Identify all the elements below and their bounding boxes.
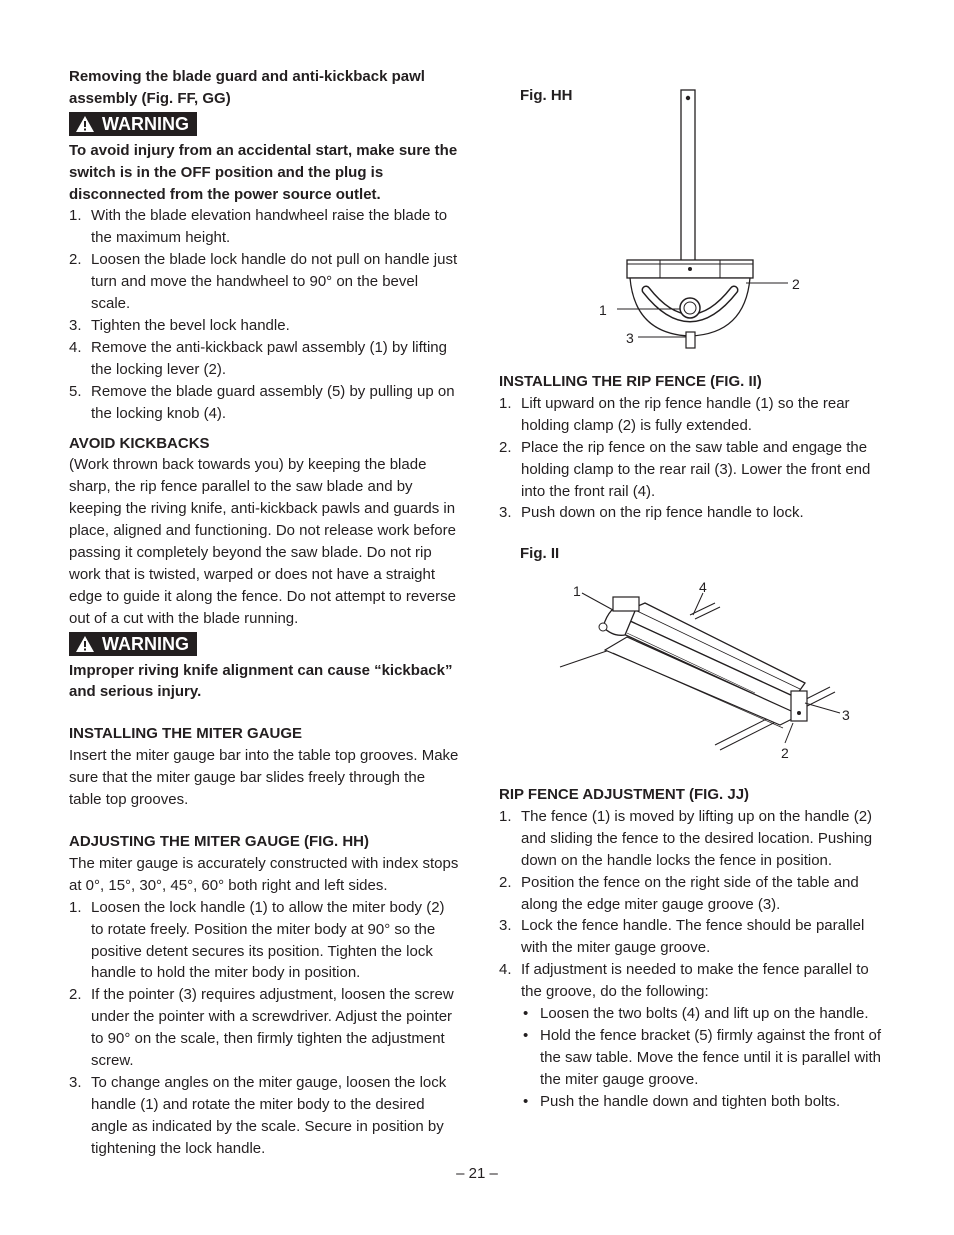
warning-label: WARNING [102,113,189,134]
fig-ii-label: Fig. II [520,545,560,562]
left-column [69,66,461,1160]
list-item: 1. Lift upward on the rip fence handle (1) so the rear holding clamp (2) is fully extended. [499,394,850,434]
list-item: • Loosen the two bolts (4) and lift up on the handle. [523,1005,869,1023]
callout-2: 2 [792,276,800,292]
callout-3: 3 [842,707,850,723]
list-item: 2. If the pointer (3) requires adjustment, loosen the screw under the pointer with a screwdriver. Adjust the pointer to 90° on the scale, then firmly tighten the adjustment screw. [69,986,454,1070]
list-item: 1. With the blade elevation handwheel raise the blade to the maximum height. [69,207,448,247]
miter-gauge-figure [580,84,820,354]
callout-2: 2 [781,745,789,761]
rip-install-heading: INSTALLING THE RIP FENCE (FIG. II) [499,373,762,390]
rip-adjust-bullets [521,1003,891,1113]
warning-triangle-icon [75,115,95,133]
right-column-rip-adjust [499,784,891,1113]
miter-adjust-text: The miter gauge is accurately constructed with index stops at 0°, 15°, 30°, 45°, 60° both right and left sides. [69,854,459,894]
list-item: 3. Push down on the rip fence handle to lock. [499,504,804,522]
kickback-text: (Work thrown back towards you) by keeping the blade sharp, the rip fence parallel to the saw blade and by keeping the riving knife, anti-kickback pawls and guards in place, aligned and functioning. Do not release work before passing it completely beyond the saw blade. Do not rip work that is twisted, warped or does not have a straight edge to guide it along the fence. Do not attempt to reverse out of a cut with the blade running. [69,456,456,627]
list-item: 3. Tighten the bevel lock handle. [69,316,290,334]
miter-adjust-steps [69,897,461,1160]
list-item: 1. Loosen the lock handle (1) to allow the miter body (2) to rotate freely. Position the miter body at 90° so the positive detent secures its position. Tighten the lock handle to hold the miter body in position. [69,898,445,982]
rip-install-steps [499,393,891,524]
list-item: 5. Remove the blade guard assembly (5) by pulling up on the locking knob (4). [69,382,455,422]
list-item: 4. Remove the anti-kickback pawl assembly (1) by lifting the locking lever (2). [69,338,447,378]
callout-1: 1 [573,583,581,599]
list-item: 2. Position the fence on the right side of the table and along the edge miter gauge groove (3). [499,873,859,913]
rip-adjust-steps [499,806,891,1113]
list-item: • Push the handle down and tighten both bolts. [523,1092,841,1110]
warning-text-1: To avoid injury from an accidental start, make sure the switch is in the OFF position and the plug is disconnected from the power source outlet. [69,141,458,203]
list-item: 2. Loosen the blade lock handle do not pull on handle just turn and move the handwheel to 90° on the bevel scale. [69,251,458,313]
warning-triangle-icon [75,635,95,653]
warning-badge-1 [69,112,197,136]
miter-adjust-heading: ADJUSTING THE MITER GAUGE (FIG. HH) [69,833,369,850]
kickback-heading: AVOID KICKBACKS [69,434,210,452]
callout-1: 1 [599,302,607,318]
list-item: 3. Lock the fence handle. The fence should be parallel with the miter gauge groove. [499,917,865,957]
list-item: 1. The fence (1) is moved by lifting up on the handle (2) and sliding the fence to the desired location. Pushing down on the handle locks the fence in position. [499,807,873,869]
remove-guard-heading: Removing the blade guard and anti-kickback pawl assembly (Fig. FF, GG) [69,68,425,107]
fig-hh-label: Fig. HH [520,87,573,104]
list-item: 2. Place the rip fence on the saw table and engage the holding clamp to the rear rail (3). Lower the front end into the front rail (4). [499,438,871,500]
rip-fence-figure [555,575,865,765]
remove-guard-steps [69,205,461,424]
list-item: • Hold the fence bracket (5) firmly against the front of the saw table. Move the fence until it is parallel with the miter gauge groove. [523,1026,882,1088]
callout-4: 4 [699,579,707,595]
miter-install-text: Insert the miter gauge bar into the table top grooves. Make sure that the miter gauge bar slides freely through the table top grooves. [69,747,459,809]
page-number: – 21 – [456,1165,498,1182]
warning-badge-2 [69,632,197,656]
warning-label: WARNING [102,633,189,654]
list-item: 3. To change angles on the miter gauge, loosen the lock handle (1) and rotate the miter body to the desired angle as indicated by the scale. Secure in position by tightening the lock handle. [69,1073,447,1157]
callout-3: 3 [626,330,634,346]
warning-text-2: Improper riving knife alignment can cause “kickback” and serious injury. [69,661,453,701]
rip-adjust-heading: RIP FENCE ADJUSTMENT (FIG. JJ) [499,786,750,803]
right-column-rip-install [499,371,891,524]
list-item: 4. If adjustment is needed to make the fence parallel to the groove, do the following: • Loosen the two bolts (4) and lift up on the handle. • Hold the fence bracket (5) firmly against the front of the saw table. Move the fence until it is parallel with the miter gauge groove. • Push the handle down and tighten both bolts. [499,959,891,1112]
miter-install-heading: INSTALLING THE MITER GAUGE [69,725,303,743]
